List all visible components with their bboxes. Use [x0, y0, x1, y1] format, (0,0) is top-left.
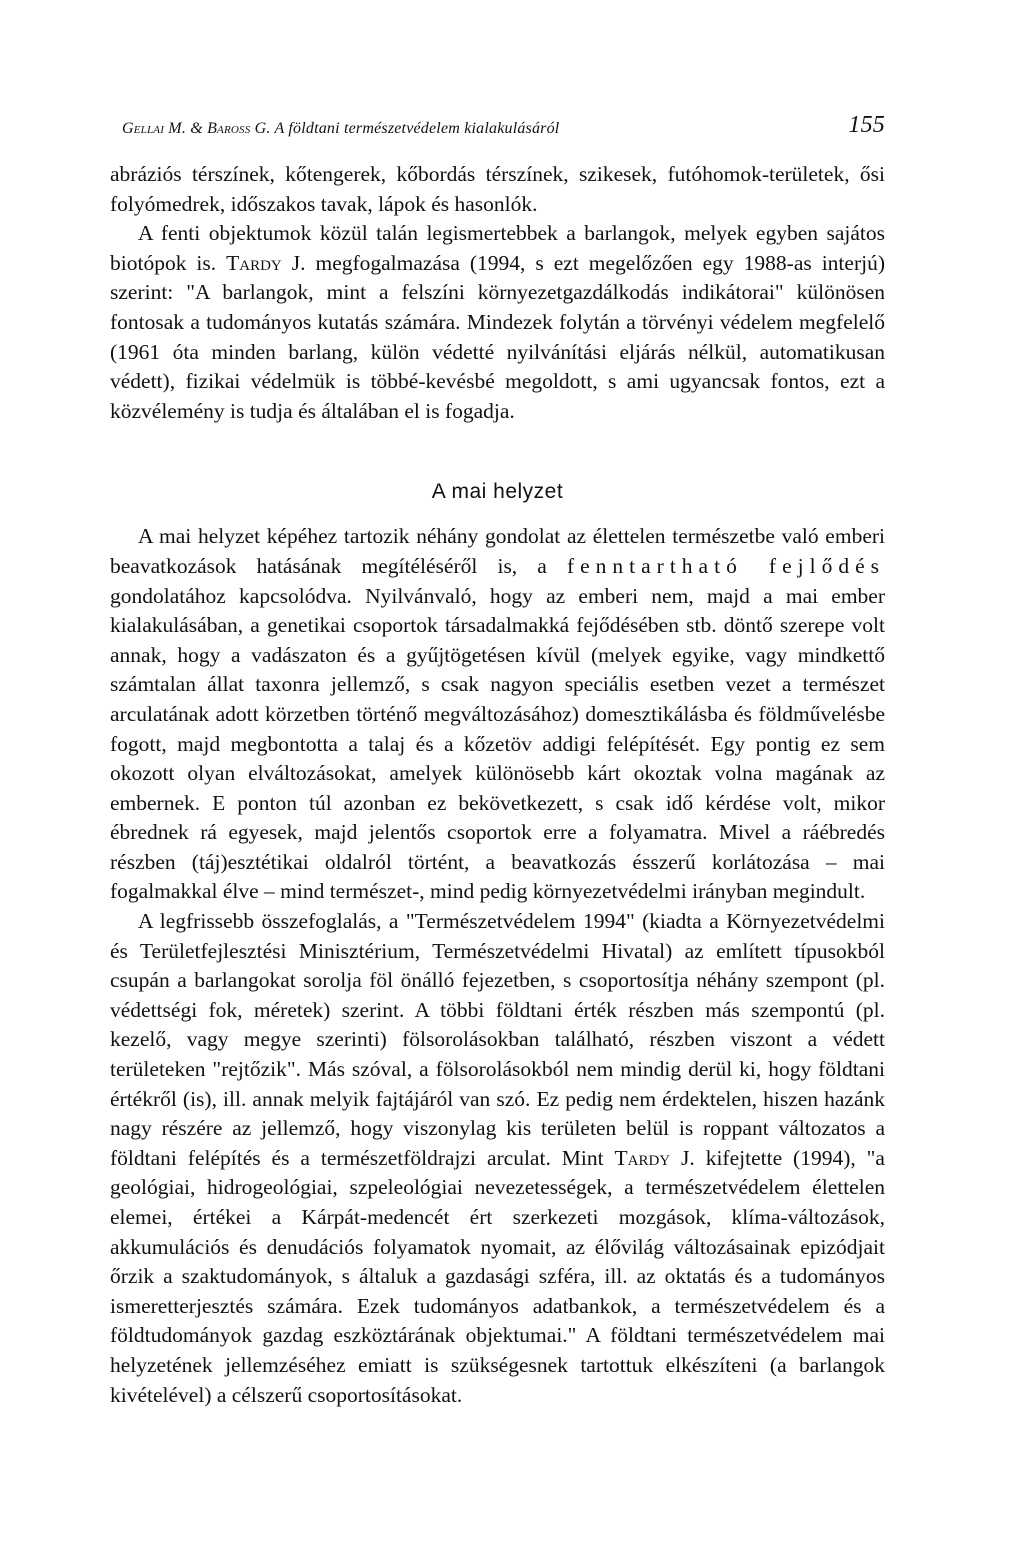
- running-head-authors: Gellai M. & Baross G.: [122, 120, 271, 137]
- running-head: [110, 112, 885, 144]
- paragraph-summary: [110, 907, 885, 1410]
- paragraph-continued: abráziós térszínek, kőtengerek, kőbordás térszínek, szikesek, futóhomok-területek, ősi folyómedrek, időszakos tavak, lápok és hasonlók.: [110, 162, 885, 216]
- paragraph-current-situation: [110, 522, 885, 907]
- author-name-tardy: Tardy: [226, 250, 282, 275]
- running-head-title: A földtani természetvédelem kialakulásáról: [274, 120, 560, 137]
- paragraph-current-text-1: A mai helyzet képéhez tartozik néhány gondolat az élettelen természetbe való emberi beavatkozások hatásának megítéléséről is, a: [110, 524, 885, 578]
- page-number: 155: [848, 112, 885, 138]
- author-name-tardy-2: Tardy: [614, 1145, 671, 1170]
- book-page: [110, 112, 885, 1410]
- paragraph-summary-text-1: A legfrissebb összefoglalás, a "Természetvédelem 1994" (kiadta a Környezetvédelmi és Területfejlesztési Minisztérium, Természetvédelmi Hivatal) az említett típusokból csupán a barlangokat sorolja föl önálló fejezetben, s csoportosítja néhány szempont (pl. védettségi fok, méretek) szerint. A többi földtani érték részben más szempontú (pl. kezelő, vagy megye szerinti) fölsorolásokban található, részben viszont a védett területeken "rejtőzik". Más szóval, a fölsorolásokból nem mindig derül ki, hogy földtani értékről (is), ill. annak melyik fajtájáról van szó. Ez pedig nem érdektelen, hiszen hazánk nagy részére az jellemző, hogy viszonylag kis területen belül is roppant változatos a földtani felépítés és a természetföldrajzi arculat. Mint: [110, 909, 885, 1170]
- running-head-left: [122, 120, 559, 138]
- paragraph-current-text-2: gondolatához kapcsolódva. Nyilvánvaló, hogy az emberi nem, majd a mai ember kialakulásában, a genetikai csoportok társadalmakká fejődésében stb. döntő szerepe volt annak, hogy a vadászaton és a gyűjtögetésen kívül (melyek egyike, vagy mindkettő számtalan állat taxonra jellemző, s csak nagyon speciális esetben vezet a természet arculatának adott körzetben történő megváltozásához) domesztikálásba és földművelésbe fogott, majd megbontotta a talaj és a kőzetöv addigi felépítését. Egy pontig ez sem okozott olyan elváltozásokat, amelyek különösebb kárt okoztak volna magának az embernek. E ponton túl azonban ez bekövetkezett, s csak idő kérdése volt, mikor ébrednek rá egyesek, majd jelentős csoportok erre a folyamatra. Mivel a ráébredés részben (táj)esztétikai oldalról történt, a beavatkozás ésszerű korlátozása – mai fogalmakkal élve – mind természet-, mind pedig környezetvédelmi irányban megindult.: [110, 583, 885, 904]
- emphasized-term: fenntartható fejlődés: [566, 553, 885, 578]
- paragraph-summary-text-2: J. kifejtette (1994), "a geológiai, hidrogeológiai, szpeleológiai nevezetességek, a természetvédelem élettelen elemei, értékei a Kárpát-medencét ért szerkezeti mozgások, klíma-változások, akkumulációs és denudációs folyamatok nyomait, az élővilág változásainak epizódjait őrzik a szaktudományok, s általuk a gazdasági szféra, ill. az oktatás és a tudományos ismeretterjesztés számára. Ezek tudományos adatbankok, a természetvédelem és a földtudományok gazdag eszköztárának objektumai." A földtani természetvédelem mai helyzetének jellemzéséhez emiatt is szükségesnek tartottuk elkészíteni (a barlangok kivételével) a célszerű csoportosításokat.: [110, 1145, 885, 1407]
- section-heading: A mai helyzet: [431, 480, 564, 504]
- paragraph-caves-text-2: J. megfogalmazása (1994, s ezt megelőzően egy 1988-as interjú) szerint: "A barlangok, mint a felszíni környezetgazdálkodás indikátorai" különösen fontosak a tudományos kutatás számára. Mindezek folytán a törvényi védelem megfelelő (1961 óta minden barlang, külön védetté nyilvánítási eljárás nélkül, automatikusan védett), fizikai védelmük is többé-kevésbé megoldott, s ami ugyancsak fontos, ezt a közvélemény is tudja és általában el is fogadja.: [110, 250, 885, 423]
- paragraph-caves: [110, 219, 885, 426]
- paragraph-caves-text-1: A fenti objektumok közül talán legismertebbek a barlangok, melyek egyben sajátos biotópok is.: [110, 221, 885, 275]
